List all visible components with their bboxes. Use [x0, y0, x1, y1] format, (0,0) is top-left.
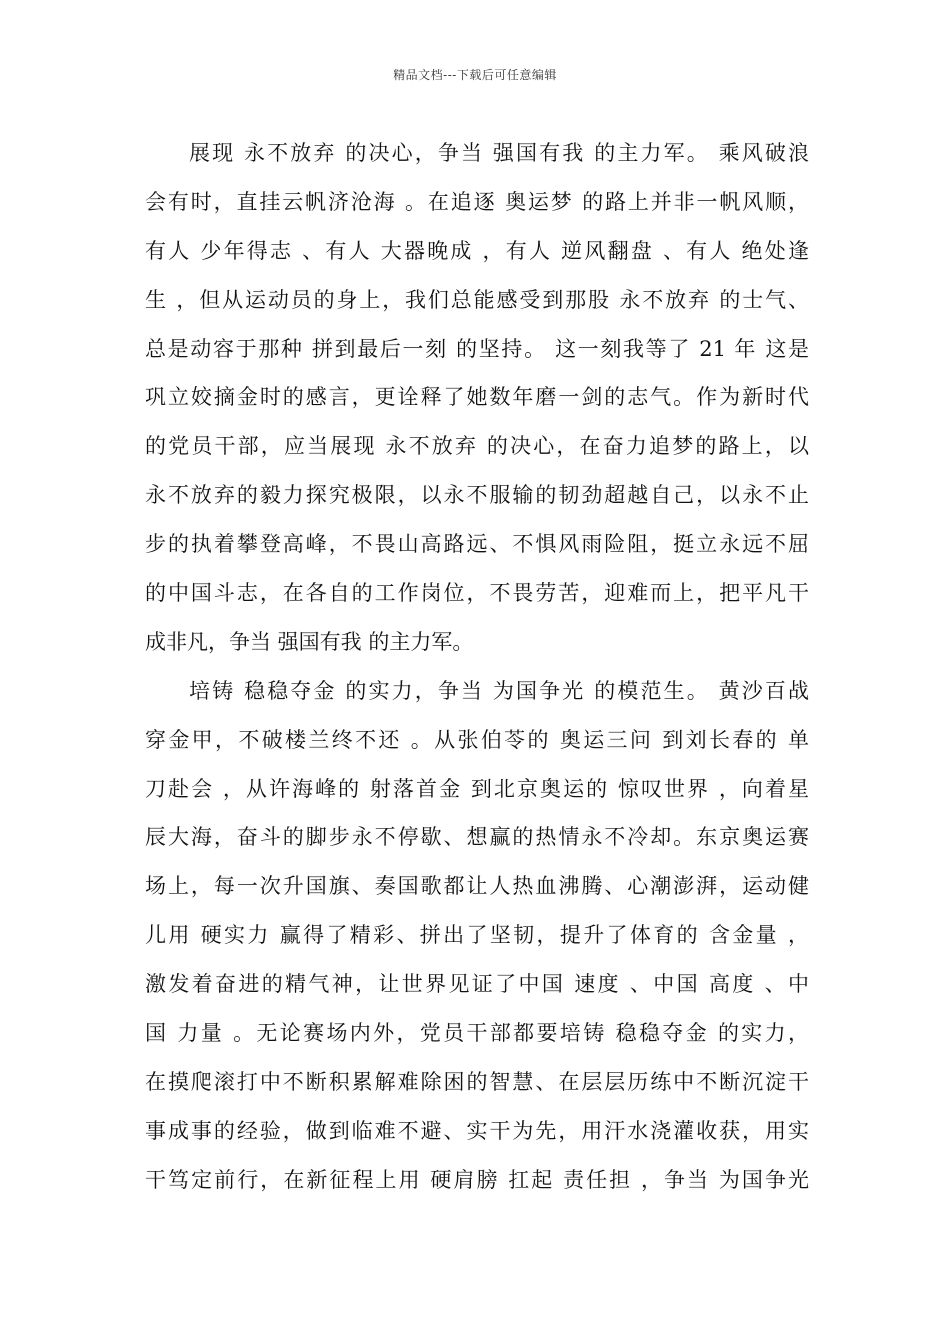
text-line: 培铸 稳稳夺金 的实力，争当 为国争光 的模范生。 黄沙百战: [189, 678, 809, 703]
text-line: 激发着奋进的精气神，让世界见证了中国 速度 、中国 高度 、中: [145, 972, 809, 997]
text-line: 有人 少年得志 、有人 大器晚成 ，有人 逆风翻盘 、有人 绝处逢: [145, 238, 809, 263]
body-text: [145, 134, 809, 1210]
text-line: 穿金甲，不破楼兰终不还 。从张伯苓的 奥运三问 到刘长春的 单: [145, 727, 809, 752]
text-line: 儿用 硬实力 赢得了精彩、拼出了坚韧，提升了体育的 含金量 ，: [145, 923, 809, 948]
text-line: 干笃定前行，在新征程上用 硬肩膀 扛起 责任担 ，争当 为国争光: [145, 1167, 809, 1192]
text-line: 国 力量 。无论赛场内外，党员干部都要培铸 稳稳夺金 的实力，: [145, 1021, 809, 1046]
text-line: 的党员干部，应当展现 永不放弃 的决心，在奋力追梦的路上，以: [145, 434, 809, 459]
text-line: 展现 永不放弃 的决心，争当 强国有我 的主力军。 乘风破浪: [189, 141, 809, 165]
text-line: 生 ，但从运动员的身上，我们总能感受到那股 永不放弃 的士气、: [145, 287, 809, 312]
text-line: 的中国斗志，在各自的工作岗位，不畏劳苦，迎难而上，把平凡干: [145, 581, 809, 606]
text-line: 刀赴会 ，从许海峰的 射落首金 到北京奥运的 惊叹世界 ，向着星: [145, 776, 809, 801]
page-header: 精品文档---下载后可任意编辑: [393, 68, 557, 82]
text-line: 场上，每一次升国旗、奏国歌都让人热血沸腾、心潮澎湃，运动健: [145, 874, 809, 899]
text-line: 在摸爬滚打中不断积累解难除困的智慧、在层层历练中不断沉淀干: [145, 1069, 809, 1094]
text-line: 巩立姣摘金时的感言，更诠释了她数年磨一剑的志气。作为新时代: [145, 385, 809, 410]
text-line: 步的执着攀登高峰，不畏山高路远、不惧风雨险阻，挺立永远不屈: [145, 532, 809, 557]
text-line: 成非凡，争当 强国有我 的主力军。: [145, 629, 474, 654]
text-line: 事成事的经验，做到临难不避、实干为先，用汗水浇灌收获，用实: [145, 1118, 809, 1143]
text-line: 总是动容于那种 拼到最后一刻 的坚持。 这一刻我等了 21 年 这是: [145, 336, 809, 361]
text-line: 永不放弃的毅力探究极限，以永不服输的韧劲超越自己，以永不止: [145, 483, 809, 508]
text-line: 辰大海，奋斗的脚步永不停歇、想赢的热情永不冷却。东京奥运赛: [145, 825, 809, 850]
text-line: 会有时，直挂云帆济沧海 。在追逐 奥运梦 的路上并非一帆风顺，: [145, 189, 809, 214]
